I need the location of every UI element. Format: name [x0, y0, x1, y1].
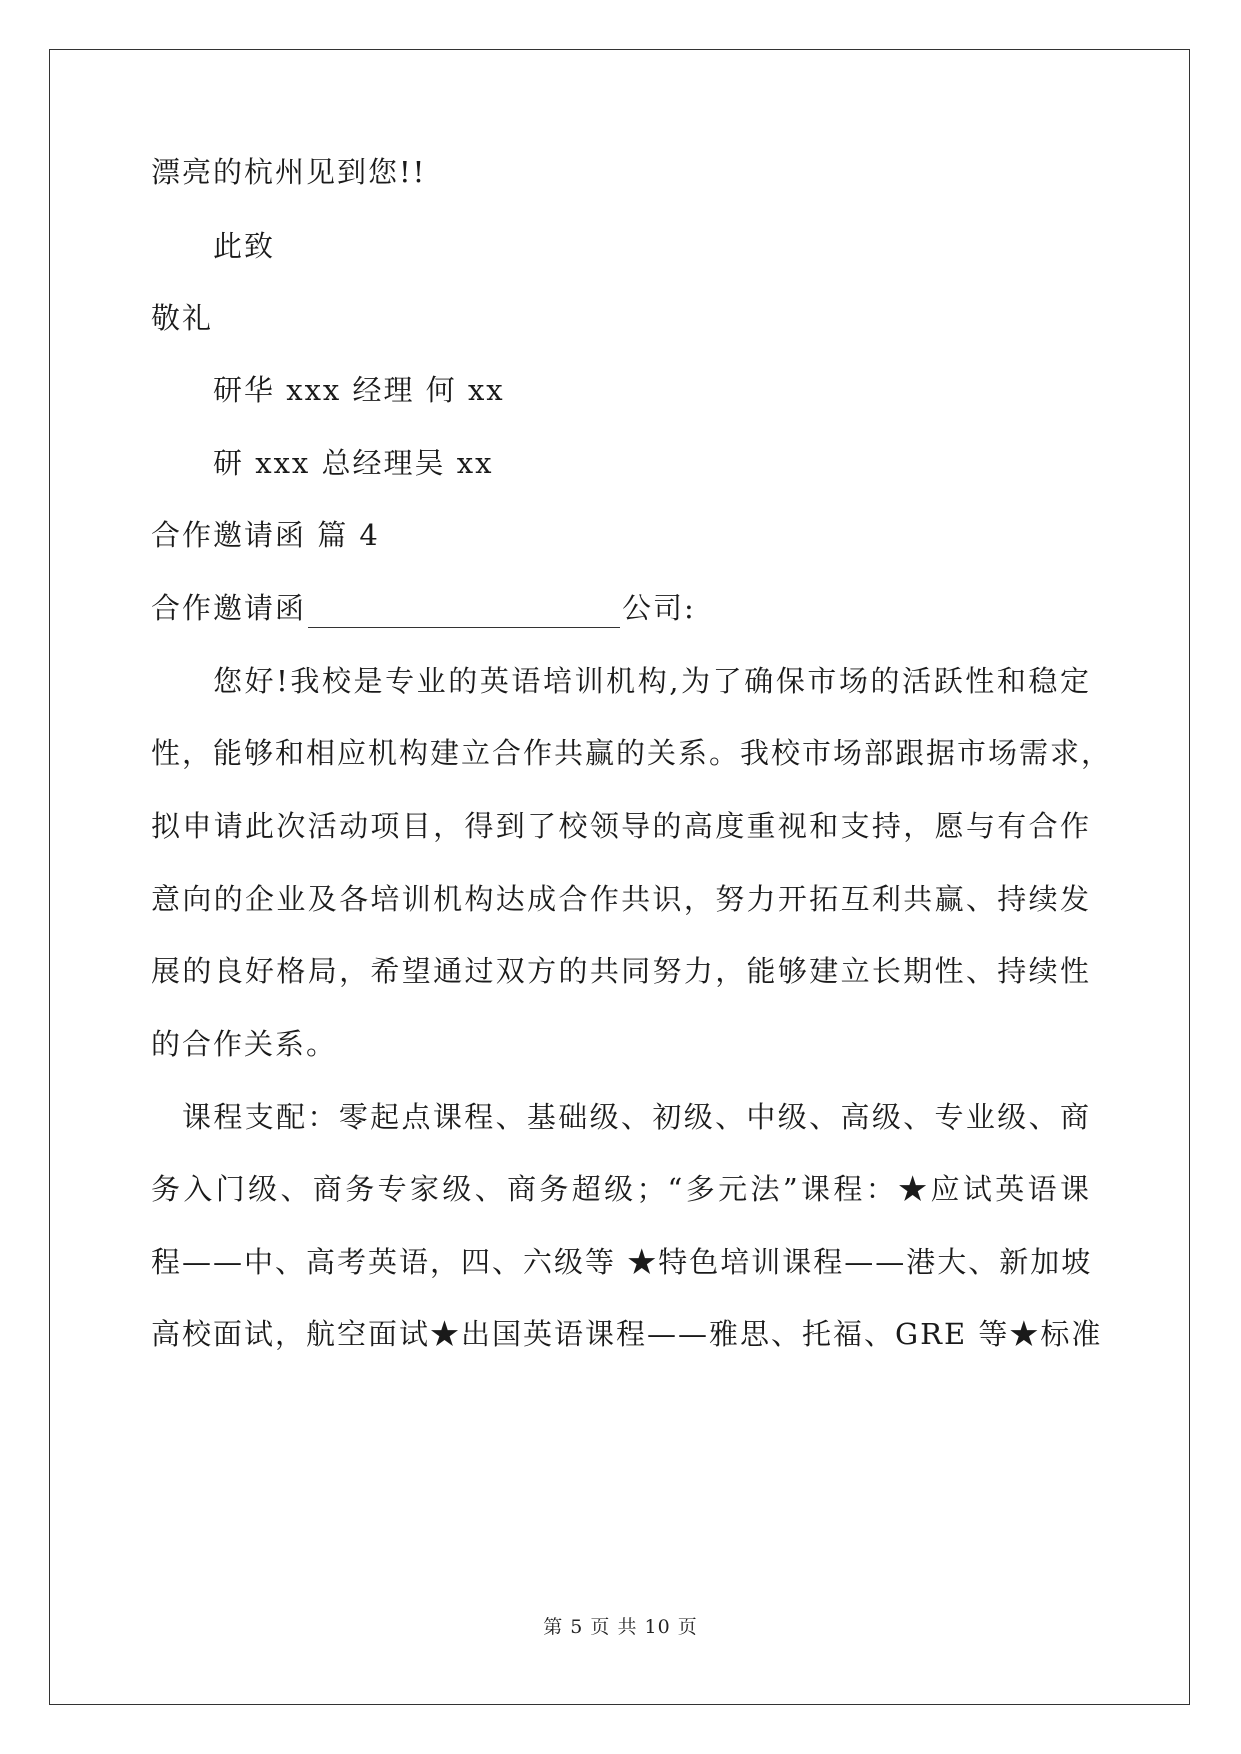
signature-line-2: 研 xxx 总经理吴 xx [213, 446, 494, 480]
paragraph2-line: 务入门级、商务专家级、商务超级；“多元法”课程：★应试英语课 [151, 1172, 1091, 1206]
paragraph2-line: 程——中、高考英语，四、六级等 ★特色培训课程——港大、新加坡 [151, 1245, 1093, 1279]
signature-line-1: 研华 xxx 经理 何 xx [213, 373, 505, 407]
company-line-prefix: 合作邀请函 [151, 591, 307, 625]
company-line-suffix: 公司: [622, 591, 696, 625]
paragraph1-line: 拟申请此次活动项目，得到了校领导的高度重视和支持，愿与有合作 [151, 809, 1091, 843]
section-heading: 合作邀请函 篇 4 [151, 518, 380, 552]
paragraph1-line: 意向的企业及各培训机构达成合作共识，努力开拓互利共赢、持续发 [151, 882, 1091, 916]
text-line-salutation: 此致 [213, 229, 276, 263]
company-line [151, 588, 696, 628]
paragraph2-line: 课程支配：零起点课程、基础级、初级、中级、高级、专业级、商 [182, 1100, 1091, 1134]
text-line-regards: 敬礼 [151, 301, 214, 335]
paragraph2-line: 高校面试，航空面试★出国英语课程——雅思、托福、GRE 等★标准 [151, 1317, 1103, 1351]
paragraph1-line: 的合作关系。 [151, 1027, 338, 1061]
paragraph1-line: 您好!我校是专业的英语培训机构,为了确保市场的活跃性和稳定 [213, 664, 1091, 698]
paragraph1-line: 展的良好格局，希望通过双方的共同努力，能够建立长期性、持续性 [151, 954, 1091, 988]
text-line-closing: 漂亮的杭州见到您!! [151, 155, 427, 189]
paragraph1-line: 性，能够和相应机构建立合作共赢的关系。我校市场部跟据市场需求， [151, 736, 1113, 770]
page-border [49, 49, 1190, 1705]
company-name-blank [308, 597, 620, 628]
page-number-footer: 第 5 页 共 10 页 [543, 1616, 698, 1638]
